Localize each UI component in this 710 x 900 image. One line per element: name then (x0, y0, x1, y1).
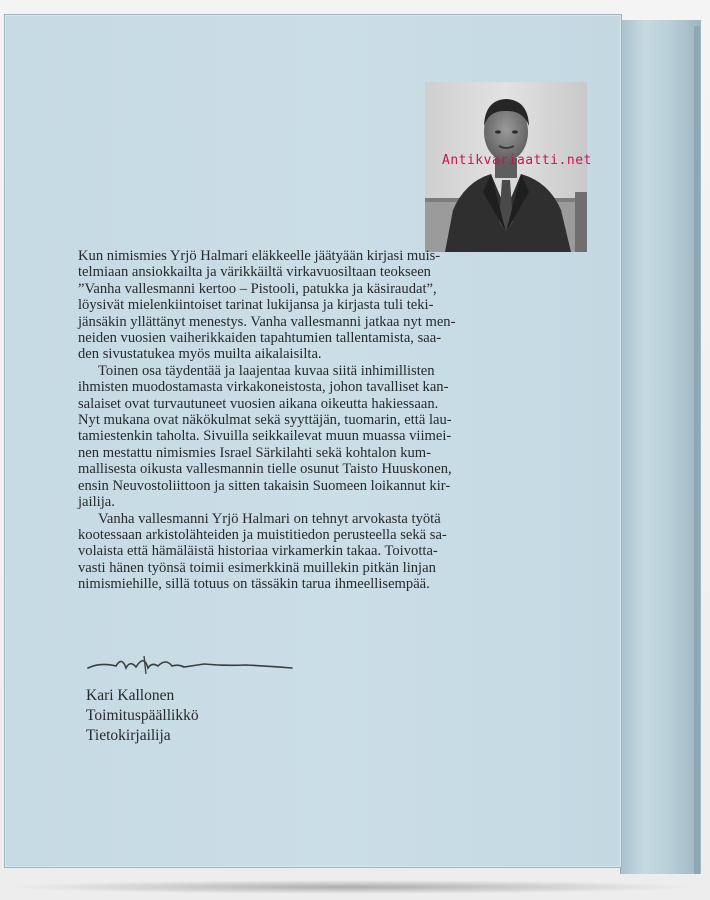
text-line: mallisesta oikusta vallesmannin tielle osunut Taisto Huuskonen, (78, 461, 452, 478)
paragraph-2 (78, 363, 598, 511)
text-line: Vanha vallesmanni Yrjö Halmari on tehnyt arvokasta työtä (98, 510, 441, 527)
signer-role: Tietokirjailija (86, 727, 171, 744)
text-line: Kun nimismies Yrjö Halmari eläkkeelle jäätyään kirjasi muis- (78, 248, 441, 264)
text-line: salaiset ovat turvautuneet vuosien aikana oikeutta hakiessaan. (78, 395, 439, 412)
table-shadow (6, 880, 696, 894)
text-line: Nyt mukana ovat näkökulmat sekä syyttäjän, tuomarin, että lau- (78, 412, 452, 429)
text-line: vasti hänen työnsä toimii esimerkkinä muillekin pitkän linjan (78, 559, 436, 576)
blurb-text (78, 248, 598, 593)
text-line: volaista että hämäläistä historiaa virkamerkin takaa. Toivotta- (78, 543, 438, 560)
handwritten-signature (86, 652, 296, 678)
text-line: löysivät mielenkiintoiset tarinat lukijansa ja kirjasta tuli teki- (78, 297, 434, 314)
watermark-text: Antikvariaatti.net (442, 153, 592, 168)
book-spine (620, 20, 701, 874)
text-line: tamiestenkin taholta. Sivuilla seikkailevat muun muassa viimei- (78, 428, 452, 445)
text-line: den sivustatukea myös muilta aikalaisilta. (78, 346, 322, 363)
text-line: nimismiehille, sillä totuus on tässäkin tarua ihmeellisempää. (78, 576, 430, 593)
paragraph-3 (78, 511, 598, 593)
text-line: ihmisten muodostamasta virkakoneistosta, johon tavalliset kan- (78, 379, 449, 396)
book-spine-edge (694, 26, 700, 874)
signature-scribble (86, 652, 296, 678)
text-line: nen mestattu nimismies Israel Särkilahti sekä kohtalon kum- (78, 444, 432, 461)
signer-name: Kari Kallonen (86, 687, 175, 704)
text-line: Toinen osa täydentää ja laajentaa kuvaa siitä inhimillisten (98, 362, 435, 379)
text-line: telmiaan ansiokkailta ja värikkäiltä virkavuosiltaan teokseen (78, 264, 431, 281)
signature-block (86, 686, 199, 746)
signer-title: Toimituspäällikkö (86, 707, 199, 724)
text-line: ”Vanha vallesmanni kertoo – Pistooli, patukka ja käsiraudat”, (78, 280, 437, 297)
text-line: neiden vuosien vaiherikkaiden tapahtumien tallentamista, saa- (78, 330, 442, 347)
paragraph-1 (78, 248, 598, 363)
text-line: jänsäkin yllättänyt menestys. Vanha vallesmanni jatkaa nyt men- (78, 313, 456, 330)
text-line: ensin Neuvostoliittoon ja sitten takaisin Suomeen loikannut kir- (78, 477, 451, 494)
text-line: kootessaan arkistolähteiden ja muistitiedon perusteella sekä sa- (78, 526, 447, 543)
text-line: jailija. (78, 494, 115, 511)
